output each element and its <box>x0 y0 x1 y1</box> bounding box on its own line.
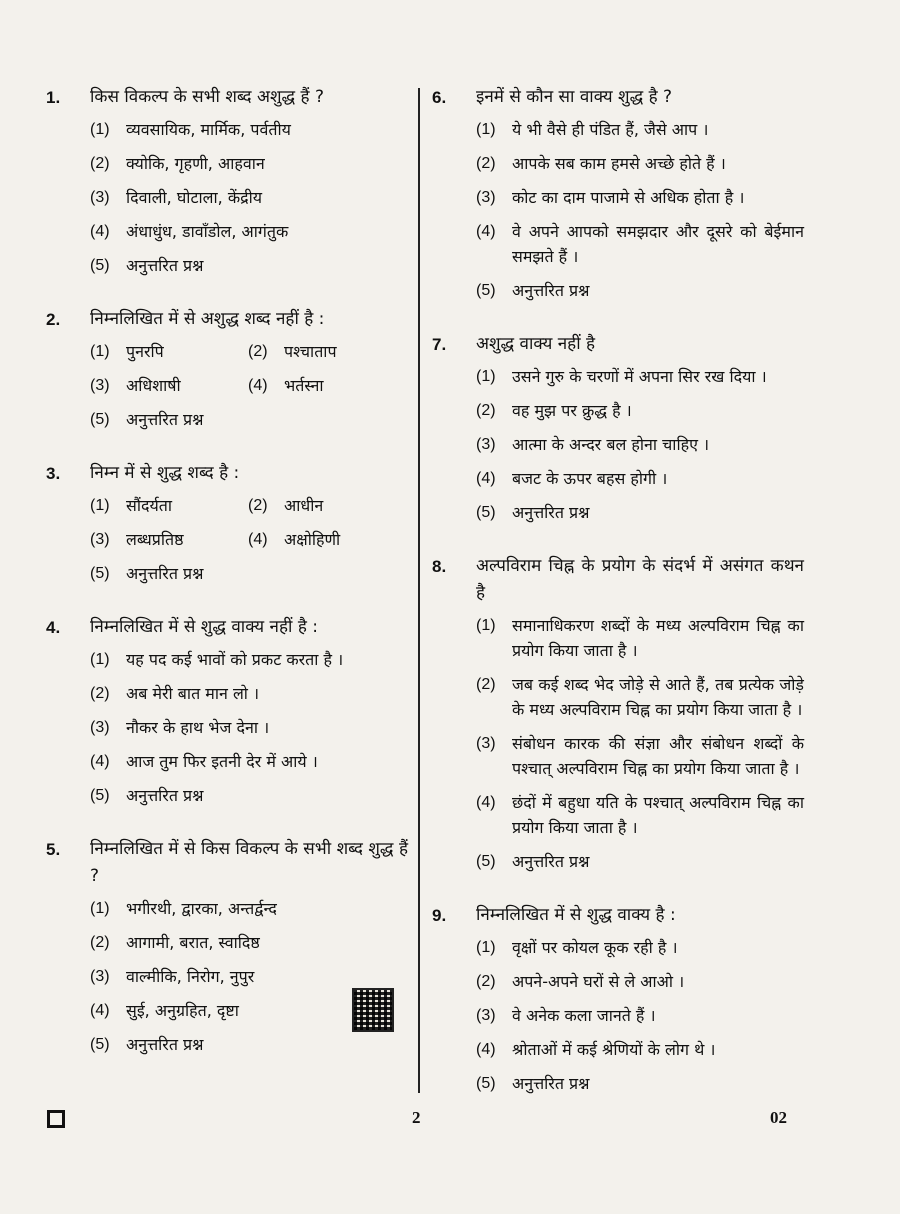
option-number: (1) <box>90 900 110 917</box>
option <box>476 117 804 142</box>
option-text: जब कई शब्द भेद जोड़े से आते हैं, तब प्रत्येक जोड़े के मध्य अल्पविराम चिह्न का प्रयोग किया जाता है । <box>512 675 804 719</box>
option-text: अनुत्तरित प्रश्न <box>512 503 590 522</box>
option-text: क्योकि, गृहणी, आहवान <box>126 154 265 173</box>
option <box>476 1037 804 1062</box>
option-text: संबोधन कारक की संज्ञा और संबोधन शब्दों के पश्चात् अल्पविराम चिह्न का प्रयोग किया जाता है । <box>512 734 804 778</box>
option <box>90 561 408 586</box>
option-number: (4) <box>476 223 496 240</box>
option-row <box>90 493 408 518</box>
option-text: पुनरपि <box>126 342 164 361</box>
question-4 <box>46 614 408 808</box>
option <box>476 398 804 423</box>
option-number: (4) <box>90 223 110 240</box>
option <box>90 681 408 706</box>
option-number: (3) <box>476 189 496 206</box>
option <box>90 219 408 244</box>
option-number: (1) <box>476 617 496 634</box>
option-text: वे अपने आपको समझदार और दूसरे को बेईमान समझते हैं । <box>512 222 804 266</box>
question-number: 2. <box>46 310 61 329</box>
option <box>476 185 804 210</box>
option <box>90 896 408 921</box>
question-2 <box>46 306 408 432</box>
option <box>476 500 804 525</box>
question-text: किस विकल्प के सभी शब्द अशुद्ध हैं ? <box>90 87 324 107</box>
option-text: अनुत्तरित प्रश्न <box>126 786 204 805</box>
option-number: (5) <box>90 787 110 804</box>
option-number: (4) <box>90 753 110 770</box>
option-number: (3) <box>90 377 110 394</box>
option-number: (2) <box>476 676 496 693</box>
option-text: अपने-अपने घरों से ले आओ । <box>512 972 685 991</box>
option <box>476 731 804 781</box>
option-text: लब्धप्रतिष्ठ <box>126 530 184 549</box>
option-text: अनुत्तरित प्रश्न <box>126 410 204 429</box>
corner-square-icon <box>47 1110 65 1128</box>
option-number: (4) <box>476 1041 496 1058</box>
question-9 <box>432 902 804 1096</box>
question-text: निम्नलिखित में से अशुद्ध शब्द नहीं है : <box>90 309 325 329</box>
option-number: (4) <box>248 531 268 548</box>
option-text: उसने गुरु के चरणों में अपना सिर रख दिया । <box>512 367 767 386</box>
option <box>248 373 406 398</box>
option-number: (1) <box>476 368 496 385</box>
option-number: (4) <box>476 794 496 811</box>
option-text: अनुत्तरित प्रश्न <box>126 564 204 583</box>
question-number: 8. <box>432 557 447 576</box>
question-text: निम्नलिखित में से शुद्ध वाक्य नहीं है : <box>90 617 318 637</box>
option <box>90 407 408 432</box>
option-number: (3) <box>90 968 110 985</box>
option <box>90 527 248 552</box>
option-text: पश्चाताप <box>284 342 337 361</box>
option-text: अक्षोहिणी <box>284 530 341 549</box>
option <box>90 647 408 672</box>
option-text: अनुत्तरित प्रश्न <box>512 852 590 871</box>
question-number: 3. <box>46 464 61 483</box>
option <box>476 1003 804 1028</box>
option <box>90 253 408 278</box>
option-number: (3) <box>476 1007 496 1024</box>
option-text: यह पद कई भावों को प्रकट करता है । <box>126 650 344 669</box>
option <box>476 1071 804 1096</box>
option-text: आत्मा के अन्दर बल होना चाहिए । <box>512 435 710 454</box>
option-number: (1) <box>476 939 496 956</box>
option-number: (4) <box>476 470 496 487</box>
option <box>90 715 408 740</box>
option-text: सुई, अनुग्रहित, दृष्टा <box>126 1001 239 1020</box>
option-number: (5) <box>90 1036 110 1053</box>
option-text: अनुत्तरित प्रश्न <box>126 1035 204 1054</box>
question-text: इनमें से कौन सा वाक्य शुद्ध है ? <box>476 87 673 107</box>
option-row <box>90 527 408 552</box>
option-number: (5) <box>476 282 496 299</box>
option-text: ये भी वैसे ही पंडित हैं, जैसे आप । <box>512 120 709 139</box>
option-text: अनुत्तरित प्रश्न <box>126 256 204 275</box>
option-number: (1) <box>90 497 110 514</box>
question-6 <box>432 84 804 303</box>
option <box>90 964 408 989</box>
option-text: अधिशाषी <box>126 376 181 395</box>
question-text: निम्न में से शुद्ध शब्द है : <box>90 463 240 483</box>
option-number: (4) <box>90 1002 110 1019</box>
option-number: (5) <box>90 411 110 428</box>
option-text: सौंदर्यता <box>126 496 173 515</box>
option <box>476 219 804 269</box>
option-text: समानाधिकरण शब्दों के मध्य अल्पविराम चिह्न का प्रयोग किया जाता है । <box>512 616 804 660</box>
option-text: व्यवसायिक, मार्मिक, पर्वतीय <box>126 120 291 139</box>
option-text: वृक्षों पर कोयल कूक रही है । <box>512 938 678 957</box>
option-number: (2) <box>248 497 268 514</box>
option-number: (4) <box>248 377 268 394</box>
option <box>90 1032 408 1057</box>
option <box>90 749 408 774</box>
option-number: (2) <box>476 973 496 990</box>
option <box>476 935 804 960</box>
question-number: 4. <box>46 618 61 637</box>
option-text: आधीन <box>284 496 324 515</box>
left-column <box>46 84 408 1085</box>
option-text: कोट का दाम पाजामे से अधिक होता है । <box>512 188 745 207</box>
option-text: बजट के ऊपर बहस होगी । <box>512 469 668 488</box>
option <box>248 527 406 552</box>
question-8 <box>432 553 804 874</box>
option-text: अनुत्तरित प्रश्न <box>512 1074 590 1093</box>
question-1 <box>46 84 408 278</box>
option <box>90 783 408 808</box>
option <box>90 373 248 398</box>
option-number: (2) <box>90 685 110 702</box>
option-number: (2) <box>476 155 496 172</box>
option <box>90 185 408 210</box>
option-number: (2) <box>90 155 110 172</box>
option-number: (5) <box>90 257 110 274</box>
question-number: 9. <box>432 906 447 925</box>
option-number: (3) <box>90 719 110 736</box>
column-divider <box>418 88 420 1093</box>
option <box>476 613 804 663</box>
option-text: भगीरथी, द्वारका, अन्तर्द्वन्द <box>126 899 277 918</box>
option <box>476 790 804 840</box>
option-text: छंदों में बहुधा यति के पश्चात् अल्पविराम चिह्न का प्रयोग किया जाता है । <box>512 793 804 837</box>
option-text: अनुत्तरित प्रश्न <box>512 281 590 300</box>
question-3 <box>46 460 408 586</box>
question-text: अल्पविराम चिह्न के प्रयोग के संदर्भ में असंगत कथन है <box>476 556 804 603</box>
option-number: (3) <box>476 436 496 453</box>
option <box>476 849 804 874</box>
right-column <box>432 84 804 1124</box>
option-number: (2) <box>476 402 496 419</box>
option-number: (2) <box>90 934 110 951</box>
option-number: (2) <box>248 343 268 360</box>
option <box>90 339 248 364</box>
option-text: भर्तस्ना <box>284 376 324 395</box>
option <box>476 364 804 389</box>
option-text: आज तुम फिर इतनी देर में आये । <box>126 752 318 771</box>
option-number: (1) <box>90 343 110 360</box>
qr-code-icon <box>352 988 394 1032</box>
option <box>476 969 804 994</box>
option-row <box>90 339 408 364</box>
option <box>90 493 248 518</box>
option-row <box>90 373 408 398</box>
option-number: (1) <box>90 651 110 668</box>
option-text: आपके सब काम हमसे अच्छे होते हैं । <box>512 154 726 173</box>
option <box>476 432 804 457</box>
option-number: (5) <box>476 1075 496 1092</box>
option-text: दिवाली, घोटाला, केंद्रीय <box>126 188 263 207</box>
question-text: निम्नलिखित में से शुद्ध वाक्य है : <box>476 905 676 925</box>
option <box>248 339 406 364</box>
question-7 <box>432 331 804 525</box>
option <box>90 930 408 955</box>
option <box>90 151 408 176</box>
option <box>476 151 804 176</box>
question-number: 5. <box>46 840 61 859</box>
option-text: अंधाधुंध, डावाँडोल, आगंतुक <box>126 222 289 241</box>
option-text: अब मेरी बात मान लो । <box>126 684 260 703</box>
option <box>248 493 406 518</box>
option <box>476 466 804 491</box>
option-number: (3) <box>476 735 496 752</box>
page-number: 2 <box>412 1108 421 1127</box>
option-text: वे अनेक कला जानते हैं । <box>512 1006 656 1025</box>
page-code: 02 <box>770 1108 787 1127</box>
option-number: (3) <box>90 189 110 206</box>
option <box>476 672 804 722</box>
option-number: (5) <box>476 504 496 521</box>
question-number: 7. <box>432 335 447 354</box>
option-text: आगामी, बरात, स्वादिष्ठ <box>126 933 260 952</box>
option <box>90 117 408 142</box>
option-number: (5) <box>90 565 110 582</box>
option-text: श्रोताओं में कई श्रेणियों के लोग थे । <box>512 1040 716 1059</box>
option-text: वाल्मीकि, निरोग, नुपुर <box>126 967 255 986</box>
option-text: वह मुझ पर क्रुद्ध है । <box>512 401 632 420</box>
option-text: नौकर के हाथ भेज देना । <box>126 718 270 737</box>
option-number: (1) <box>90 121 110 138</box>
option <box>476 278 804 303</box>
option-number: (1) <box>476 121 496 138</box>
option-number: (5) <box>476 853 496 870</box>
question-text: निम्नलिखित में से किस विकल्प के सभी शब्द शुद्ध हैं ? <box>90 839 408 886</box>
question-text: अशुद्ध वाक्य नहीं है <box>476 334 596 354</box>
question-number: 6. <box>432 88 447 107</box>
question-number: 1. <box>46 88 61 107</box>
option-number: (3) <box>90 531 110 548</box>
